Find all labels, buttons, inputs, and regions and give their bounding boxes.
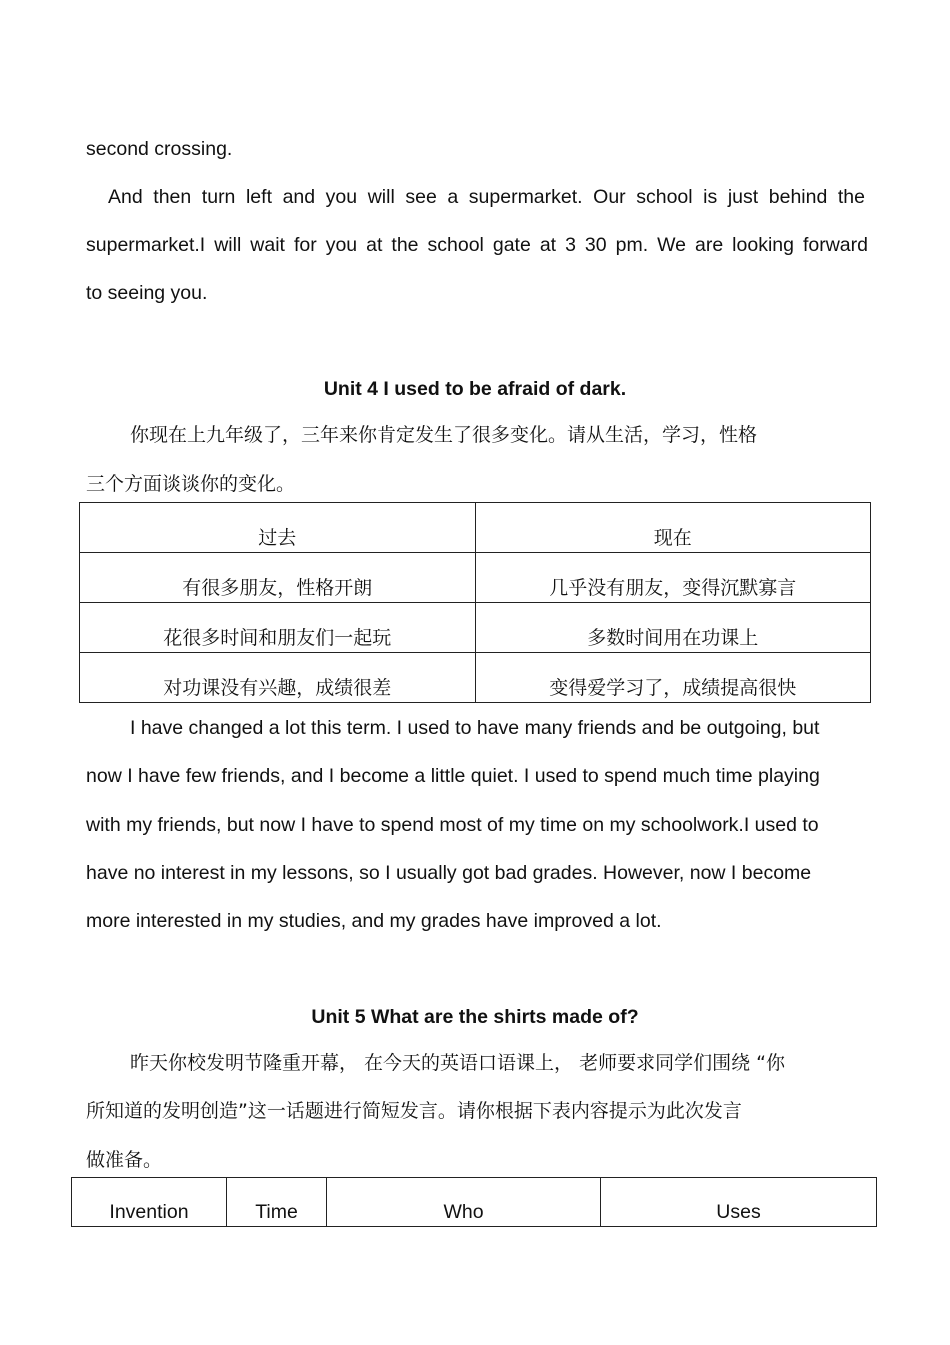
table-header-cell: Time — [227, 1178, 327, 1227]
table-cell: 对功课没有兴趣，成绩很差 — [80, 653, 476, 703]
table-row — [80, 603, 871, 653]
essay-line: more interested in my studies, and my grades have improved a lot. — [86, 910, 662, 932]
essay-line: now I have few friends, and I become a little quiet. I used to spend much time playing — [86, 765, 820, 787]
unit4-title: Unit 4 I used to be afraid of dark. — [323, 378, 627, 400]
essay-line: have no interest in my lessons, so I usually got bad grades. However, now I become — [86, 862, 812, 884]
table-header-cell: Who — [327, 1178, 601, 1227]
table-header-cell: 过去 — [80, 503, 476, 553]
unit5-title: Unit 5 What are the shirts made of? — [311, 1006, 639, 1028]
table-header-row — [80, 503, 871, 553]
table-header-cell: Uses — [601, 1178, 877, 1227]
unit4-prompt-line: 三个方面谈谈你的变化。 — [86, 473, 296, 495]
text-line: And then turn left and you will see a supermarket. Our school is just behind the — [108, 186, 865, 208]
unit4-change-table — [79, 502, 871, 703]
table-cell: 多数时间用在功课上 — [475, 603, 871, 653]
table-row — [80, 653, 871, 703]
unit5-invention-table — [71, 1177, 877, 1227]
unit5-prompt-line: 所知道的发明创造”这一话题进行简短发言。请你根据下表内容提示为此次发言 — [86, 1100, 742, 1122]
table-header-cell: 现在 — [475, 503, 871, 553]
table-cell: 花很多时间和朋友们一起玩 — [80, 603, 476, 653]
text-line: second crossing. — [86, 138, 233, 160]
text-line: supermarket.I will wait for you at the school gate at 3 30 pm. We are looking forward — [86, 234, 868, 256]
table-header-row — [72, 1178, 877, 1227]
text-line: to seeing you. — [86, 282, 208, 304]
table-cell: 变得爱学习了，成绩提高很快 — [475, 653, 871, 703]
essay-line: with my friends, but now I have to spend most of my time on my schoolwork.I used to — [86, 814, 819, 836]
table-cell: 有很多朋友，性格开朗 — [80, 553, 476, 603]
unit4-prompt-line: 你现在上九年级了，三年来你肯定发生了很多变化。请从生活，学习，性格 — [130, 424, 758, 446]
unit5-prompt-line: 昨天你校发明节隆重开幕， 在今天的英语口语课上， 老师要求同学们围绕 “你 — [130, 1052, 785, 1074]
essay-line: I have changed a lot this term. I used to have many friends and be outgoing, but — [130, 717, 820, 739]
unit5-prompt-line: 做准备。 — [86, 1149, 163, 1171]
table-header-cell: Invention — [72, 1178, 227, 1227]
table-cell: 几乎没有朋友，变得沉默寡言 — [475, 553, 871, 603]
table-row — [80, 553, 871, 603]
